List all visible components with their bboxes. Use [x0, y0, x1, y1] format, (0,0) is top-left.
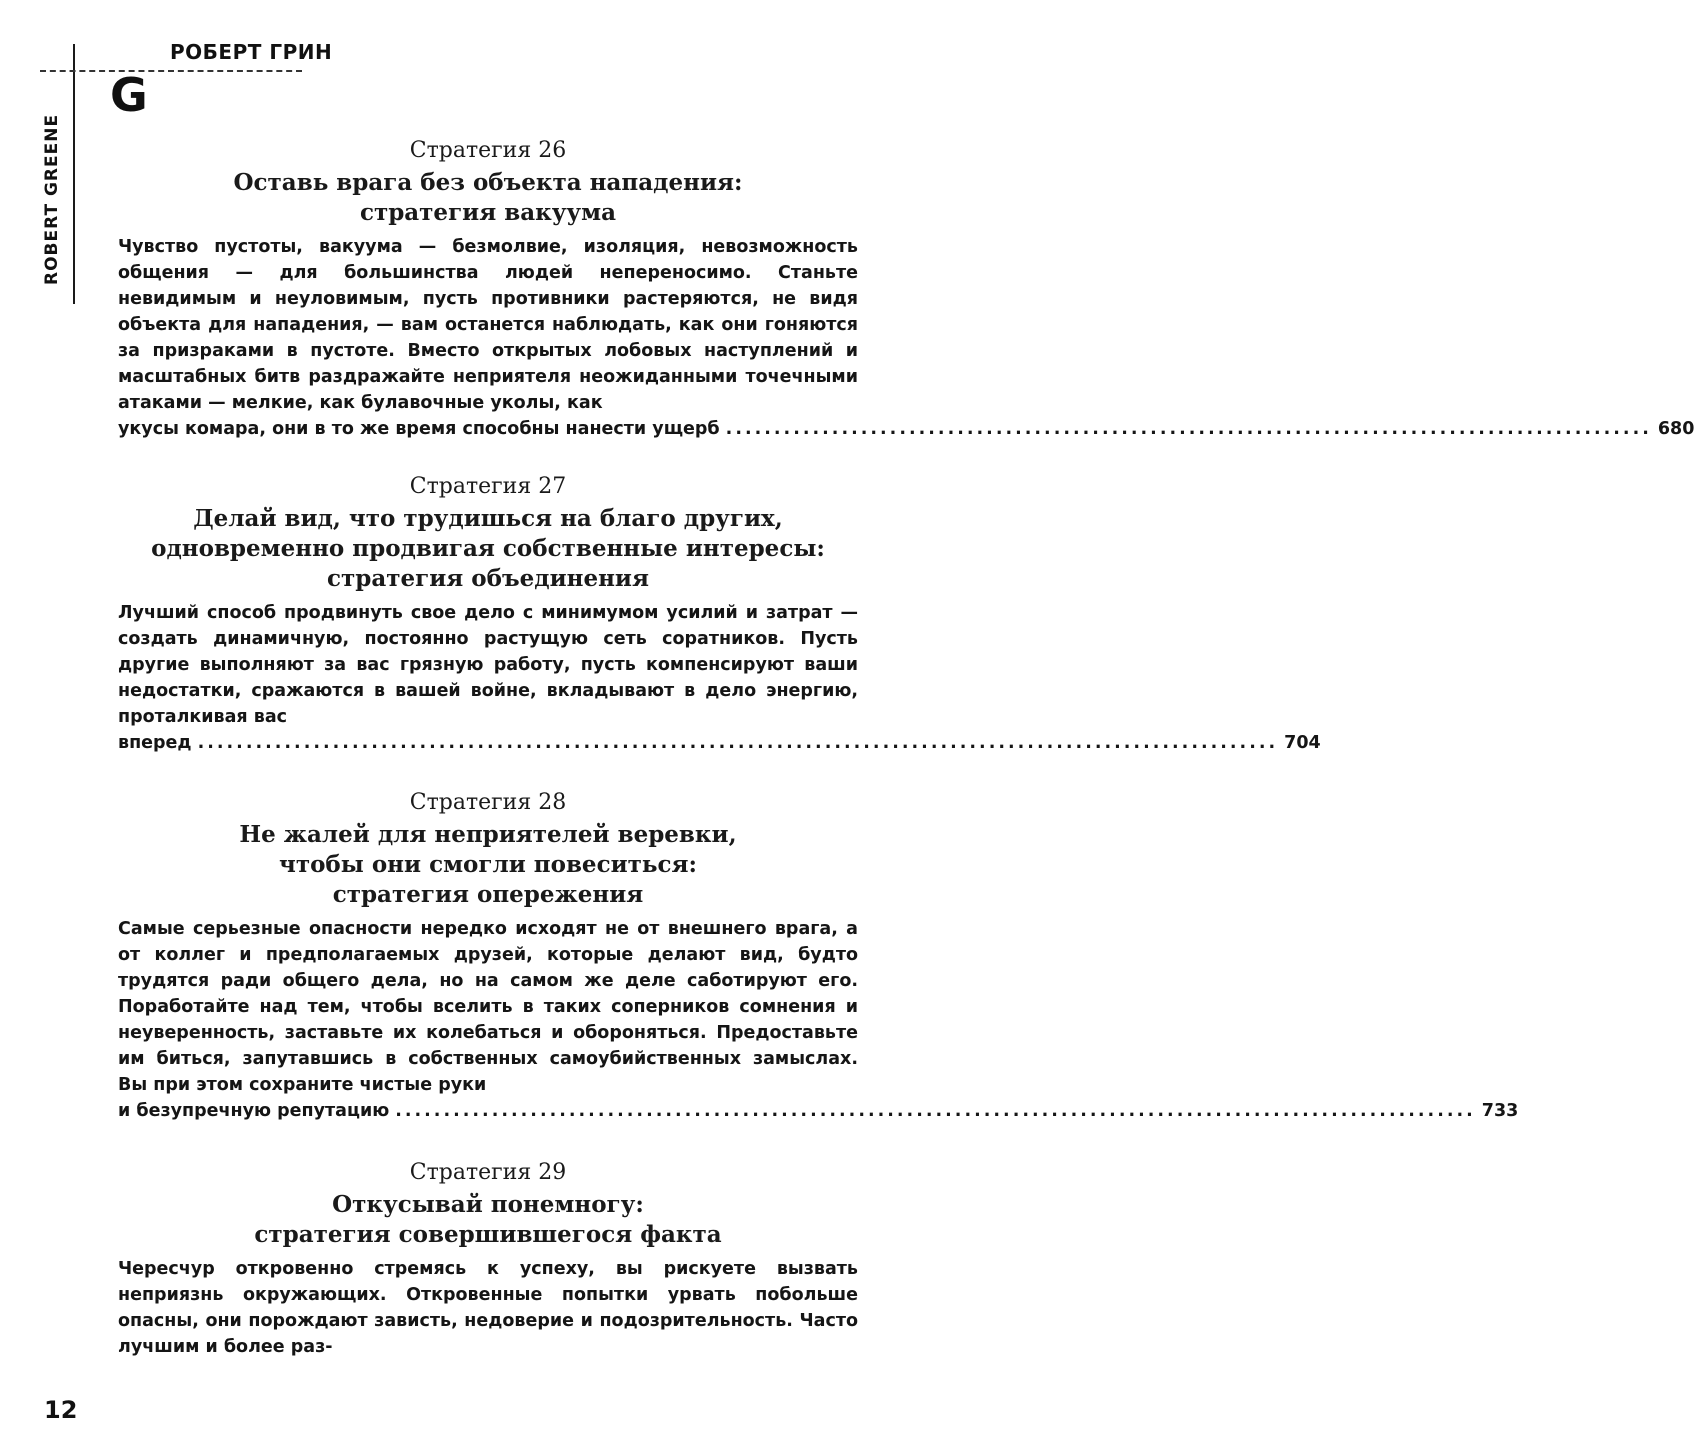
strategy-title [118, 820, 858, 910]
strategy-title-line: Делай вид, что трудишься на благо других, [193, 505, 783, 532]
strategy-26 [118, 136, 1694, 442]
margin-rule-vertical [73, 44, 75, 304]
strategy-title-line: стратегия объединения [327, 565, 649, 592]
page-content [118, 136, 1694, 1360]
strategy-title-line: Откусывай понемногу: [332, 1191, 644, 1218]
strategy-body: Лучший способ продвинуть свое дело с минимумом усилий и затрат — создать динамичную, постоянно растущую сеть соратников. Пусть другие выполняют за вас грязную работу, пусть компенсируют ваши недостатки, сражаются в вашей войне, вкладывают в дело энергию, проталкивая вас [118, 603, 858, 727]
strategy-27 [118, 472, 1321, 756]
strategy-body: Самые серьезные опасности нередко исходят не от внешнего врага, а от коллег и предполагаемых друзей, которые делают вид, будто трудятся ради общего дела, но на самом же деле саботируют его. Поработайте над тем, чтобы вселить в таких соперников сомнения и неуверенность, заставьте их колебаться и обороняться. Предоставьте им биться, запутавшись в собственных самоубийственных замыслах. Вы при этом сохраните чистые руки [118, 919, 858, 1095]
strategy-title-line: Не жалей для неприятелей веревки, [239, 821, 737, 848]
toc-leader-dots: ................................................................................................................ [197, 733, 1279, 753]
toc-page-number: 704 [1284, 733, 1321, 753]
margin-rule-horizontal [40, 70, 302, 72]
strategy-label: Стратегия 27 [409, 474, 567, 499]
strategy-title-line: чтобы они смогли повеситься: [279, 851, 697, 878]
toc-leader-dots: ................................................................................................................ [395, 1101, 1476, 1121]
running-header: РОБЕРТ ГРИН [170, 40, 333, 64]
page-number: 12 [44, 1396, 78, 1424]
strategy-title-line: стратегия опережения [332, 881, 644, 908]
strategy-title-line: стратегия вакуума [359, 199, 617, 226]
strategy-title-line: стратегия совершившегося факта [254, 1221, 722, 1248]
toc-page-number: 733 [1481, 1101, 1519, 1121]
strategy-label: Стратегия 29 [409, 1160, 567, 1185]
strategy-label: Стратегия 26 [409, 138, 567, 163]
g-logo-icon: G [110, 68, 148, 122]
toc-entry[interactable] [118, 416, 1694, 442]
toc-entry[interactable] [118, 730, 1321, 756]
strategy-title-line: Оставь врага без объекта нападения: [233, 169, 743, 196]
toc-leader-dots: ................................................................................................ [725, 419, 1652, 439]
toc-entry[interactable] [118, 1098, 1519, 1124]
strategy-title [118, 168, 858, 228]
side-author-label: ROBERT GREENE [42, 113, 62, 285]
strategy-label: Стратегия 28 [409, 790, 567, 815]
toc-entry-text: и безупречную репутацию [118, 1101, 390, 1121]
strategy-title [118, 1190, 858, 1250]
strategy-29 [118, 1158, 858, 1360]
toc-page-number: 680 [1657, 419, 1694, 439]
strategy-body: Чересчур откровенно стремясь к успеху, вы рискуете вызвать неприязнь окружающих. Откровенные попытки урвать побольше опасны, они порождают зависть, недоверие и подозрительность. Часто лучшим и более раз- [118, 1259, 858, 1357]
strategy-title [118, 504, 858, 594]
strategy-title-line: одновременно продвигая собственные интересы: [151, 535, 825, 562]
strategy-28 [118, 788, 1519, 1124]
toc-entry-text: вперед [118, 733, 192, 753]
strategy-body: Чувство пустоты, вакуума — безмолвие, изоляция, невозможность общения — для большинства людей непереносимо. Станьте невидимым и неуловимым, пусть противники растеряются, не видя объекта для нападения, — вам останется наблюдать, как они гоняются за призраками в пустоте. Вместо открытых лобовых наступлений и масштабных битв раздражайте неприятеля неожиданными точечными атаками — мелкие, как булавочные уколы, как [118, 237, 858, 413]
toc-entry-text: укусы комара, они в то же время способны нанести ущерб [118, 419, 720, 439]
